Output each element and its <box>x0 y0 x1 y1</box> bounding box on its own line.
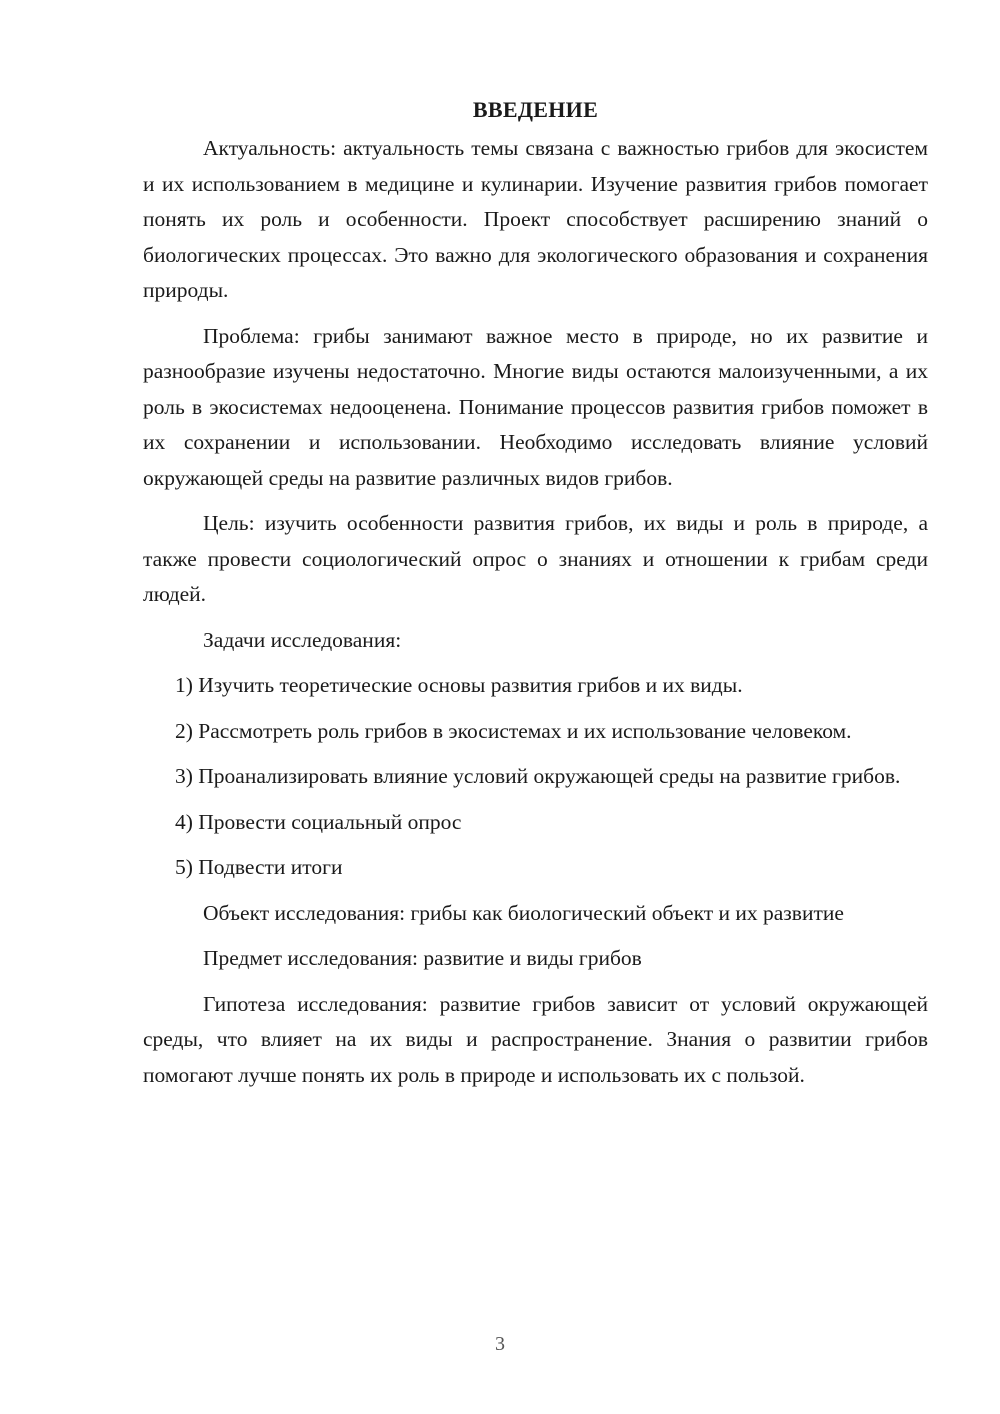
subject-paragraph: Предмет исследования: развитие и виды грибов <box>203 946 642 970</box>
page-number: 3 <box>495 1333 505 1355</box>
object-paragraph: Объект исследования: грибы как биологический объект и их развитие <box>203 900 844 925</box>
tasks-heading: Задачи исследования: <box>203 627 402 652</box>
task-item-5: 5) Подвести итоги <box>175 855 343 879</box>
hypothesis-paragraph: Гипотеза исследования: развитие грибов зависит от условий окружающей среды, что влияет на их виды и распространение. Знания о развитии грибов помогают лучше понять их роль в природе и использовать их с пользой. <box>143 991 928 1087</box>
page-title: ВВЕДЕНИЕ <box>472 97 599 122</box>
document-page <box>143 95 928 1093</box>
task-item-1: 1) Изучить теоретические основы развития грибов и их виды. <box>175 673 743 697</box>
task-item-4: 4) Провести социальный опрос <box>175 809 462 834</box>
problem-paragraph: Проблема: грибы занимают важное место в природе, но их развитие и разнообразие изучены недостаточно. Многие виды остаются малоизученными, а их роль в экосистемах недооценена. Понимание процессов развития грибов поможет в их сохранении и использовании. Необходимо исследовать влияние условий окружающей среды на развитие различных видов грибов. <box>143 323 928 490</box>
relevance-paragraph: Актуальность: актуальность темы связана с важностью грибов для экосистем и их использованием в медицине и кулинарии. Изучение развития грибов помогает понять их роль и особенности. Проект способствует расширению знаний о биологических процессах. Это важно для экологического образования и сохранения природы. <box>143 136 928 302</box>
task-item-3: 3) Проанализировать влияние условий окружающей среды на развитие грибов. <box>175 764 901 788</box>
goal-paragraph: Цель: изучить особенности развития грибов, их виды и роль в природе, а также провести социологический опрос о знаниях и отношении к грибам среди людей. <box>143 511 928 606</box>
task-item-2: 2) Рассмотреть роль грибов в экосистемах и их использование человеком. <box>175 718 852 743</box>
